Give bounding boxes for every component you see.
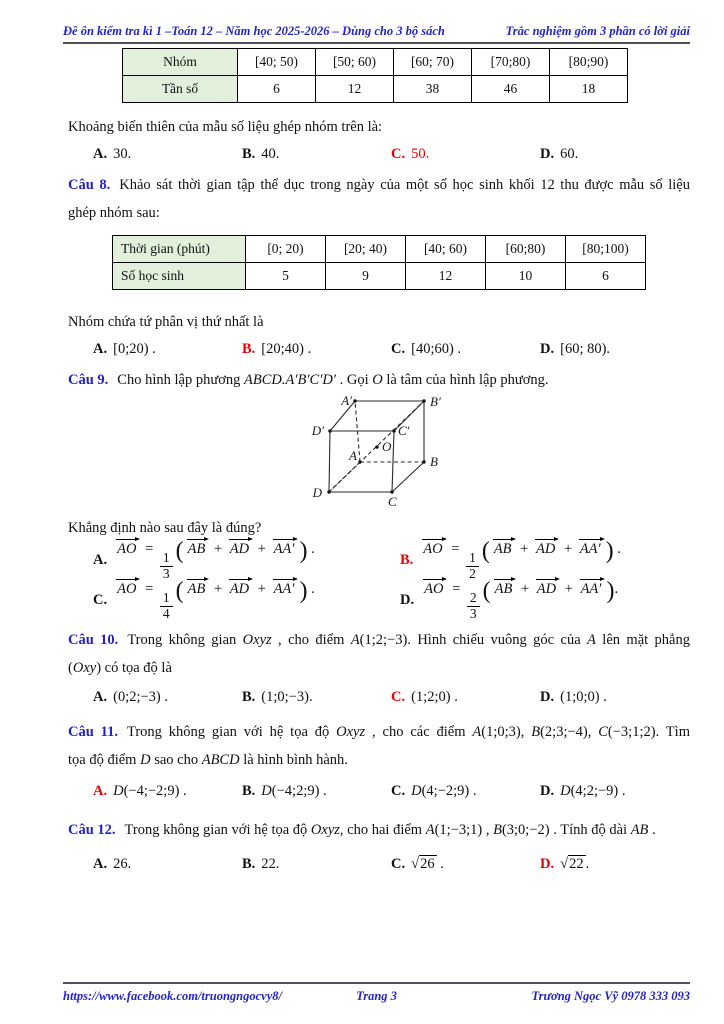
vector-notation: AB [493,578,516,598]
option-letter: D. [540,688,555,705]
table-cell: 46 [472,76,550,103]
question-text-line: Câu 11. Trong không gian với hệ tọa độ Oxyz , cho các điểm A(1;0;3), B(2;3;−4), C(−3;1;2). Tìm [68,724,690,740]
edge-C-Cp [392,431,394,492]
table-row [123,76,628,103]
table-cell: [70;80) [472,49,550,76]
question-text-line: Câu 10. Trong không gian Oxyz , cho điểm A(1;2;−3). Hình chiếu vuông góc của A lên mặt phẳng [68,632,690,648]
question-text-line: Câu 12. Trong không gian với hệ tọa độ Oxyz, cho hai điểm A(1;−3;1) , B(3;0;−2) . Tính độ dài AB . [68,822,656,838]
table-cell: [40; 50) [238,49,316,76]
frequency-table-q8 [112,235,646,290]
table-cell: [80;90) [550,49,628,76]
answer-option [242,686,391,708]
option-letter: C. [391,145,406,162]
math-symbol: Oxyz [336,724,366,740]
answer-option [540,338,689,360]
option-letter: B. [242,855,256,872]
vector-notation: AD [228,578,252,598]
vertex-label-Dp: D′ [311,423,324,438]
vertex-dot [422,399,425,402]
answer-option [242,143,391,165]
q9-options [93,540,724,620]
table-row [113,263,646,290]
table-row-header: Thời gian (phút) [113,236,246,263]
table-row [113,236,646,263]
option-letter: A. [93,145,108,162]
vector-notation: AO [115,538,139,558]
frequency-table-q7 [122,48,628,103]
math-symbol: A [350,632,360,648]
question-number: Câu 8. [68,177,111,193]
q10-text [68,626,690,682]
vertex-dot [358,460,361,463]
answer-option [93,686,242,708]
table-cell: 9 [326,263,406,290]
answer-option [540,686,689,708]
math-symbol: B [493,822,502,838]
page-header [63,24,690,44]
table-cell: [50; 60) [316,49,394,76]
q12-text [68,816,690,844]
big-paren: ( [482,578,491,605]
option-value: D(4;2;−9) . [560,782,626,799]
vector-notation: AB [186,578,209,598]
option-value: AO = $\frac{1}{4}$ ( AB + AD + AA′ ) . [117,578,315,621]
q11-text [68,718,690,774]
vector-notation: AO [421,538,445,558]
answer-option [391,338,540,360]
option-value: [0;20) . [113,340,156,357]
option-letter: D. [540,782,555,799]
option-value: AO = $\frac{2}{3}$ ( AB + AD + AA′ ). [424,578,619,621]
answer-option [540,780,689,802]
center-label-O: O [382,439,392,454]
option-letter: C. [93,591,108,608]
table-cell: 12 [316,76,394,103]
footer-author-contact: Trương Ngọc Vỹ 0978 333 093 [531,989,690,1003]
option-value: 60. [560,145,579,162]
vertex-dot [327,490,330,493]
table-cell: 10 [486,263,566,290]
vertex-label-D: D [312,485,322,500]
math-symbol: A [425,822,435,838]
math-symbol: B [531,724,541,740]
center-dot [375,445,378,448]
option-letter: C. [391,688,406,705]
math-symbol: D [261,782,272,799]
table-cell: 18 [550,76,628,103]
table-row-header: Tần số [123,76,238,103]
table-row-header: Nhóm [123,49,238,76]
table-cell: [60;80) [486,236,566,263]
answer-option [400,580,707,620]
vector-notation: AD [535,578,559,598]
fraction: $\frac{1}{2}$ [466,551,479,582]
vector-notation: AB [492,538,515,558]
answer-option [93,143,242,165]
option-value: [60; 80). [560,340,611,357]
option-letter: D. [540,855,555,872]
table-cell: 6 [566,263,646,290]
table-cell: 6 [238,76,316,103]
answer-option [93,853,242,875]
math-symbol: A [472,724,482,740]
option-letter: B. [242,782,256,799]
option-letter: B. [242,340,256,357]
answer-option [93,338,242,360]
option-value: 26. [113,855,132,872]
option-value: 50. [411,145,430,162]
option-value: D(−4;−2;9) . [113,782,187,799]
big-paren: ) [605,538,614,565]
table-cell: [80;100) [566,236,646,263]
answer-option [391,780,540,802]
edge-C-B [392,462,424,492]
math-symbol: A [587,632,596,648]
big-paren: ) [606,578,615,605]
option-letter: A. [93,340,108,357]
option-letter: A. [93,551,108,568]
q9-text [68,366,690,394]
vector-notation: AO [422,578,446,598]
vertex-dot [422,460,425,463]
square-root: √22 [560,855,584,872]
option-letter: A. [93,782,108,799]
math-symbol: D [140,752,151,768]
table-cell: 38 [394,76,472,103]
square-root: √26 [411,855,435,872]
option-letter: D. [540,340,555,357]
option-letter: C. [391,782,406,799]
page-footer [63,982,690,1004]
table-row [123,49,628,76]
option-value: [20;40) . [261,340,312,357]
table-cell: 5 [246,263,326,290]
table-cell: 12 [406,263,486,290]
fraction: $\frac{1}{4}$ [160,591,173,622]
math-symbol: Oxyz [242,632,272,648]
footer-page-number: Trang 3 [356,989,397,1003]
answer-option [93,780,242,802]
answer-option [93,580,400,620]
vector-notation: AD [534,538,558,558]
answer-option [540,143,689,165]
vector-notation: AA′ [272,578,298,598]
big-paren: ) [299,538,308,565]
big-paren: ( [175,538,184,565]
vertex-label-Ap: A′ [341,394,352,408]
fraction: $\frac{2}{3}$ [467,591,480,622]
option-value: (0;2;−3) . [113,688,169,705]
footer-facebook-link[interactable]: https://www.facebook.com/truongngocvy8/ [63,989,282,1003]
math-symbol: AB [630,822,649,838]
option-letter: B. [242,145,256,162]
option-letter: A. [93,855,108,872]
option-letter: D. [400,591,415,608]
answer-option [391,143,540,165]
math-symbol: Oxyz [310,822,340,838]
answer-option [242,853,391,875]
question-text-line: Câu 9. Cho hình lập phương ABCD.A′B′C′D′ . Gọi O là tâm của hình lập phương. [68,372,549,388]
q7-options [93,143,724,165]
edge-D-Dp [329,431,330,492]
math-symbol: D [113,782,124,799]
q12-options [93,853,724,875]
question-text-line: ghép nhóm sau: [68,205,160,221]
fraction: $\frac{1}{3}$ [160,551,173,582]
vertex-dot [392,429,395,432]
vertex-label-B: B [430,454,438,469]
answer-option [93,540,400,580]
option-value: (1;2;0) . [411,688,458,705]
vector-notation: AB [186,538,209,558]
option-letter: B. [242,688,256,705]
q7-prompt: Khoảng biến thiên của mẫu số liệu ghép nhóm trên là: [68,119,383,135]
q11-options [93,780,724,802]
answer-option [540,853,689,875]
table-cell: [0; 20) [246,236,326,263]
q8-text [68,171,690,227]
option-letter: B. [400,551,414,568]
math-symbol: D [411,782,422,799]
answer-option [242,338,391,360]
math-symbol: O [372,372,383,388]
option-value: (1;0;−3). [261,688,313,705]
option-value: √26 . [411,855,444,872]
vector-notation: AA′ [579,578,605,598]
cube-figure [280,394,480,514]
option-letter: C. [391,340,406,357]
answer-option [391,853,540,875]
vector-notation: AA′ [578,538,604,558]
question-text-line: tọa độ điểm D sao cho ABCD là hình bình hành. [68,752,348,768]
vertex-label-Cp: C′ [398,423,410,438]
option-letter: A. [93,688,108,705]
page-content [0,46,724,875]
table-cell: [20; 40) [326,236,406,263]
q10-options [93,686,724,708]
table-cell: [40; 60) [406,236,486,263]
question-number: Câu 11. [68,724,118,740]
answer-option [242,780,391,802]
vertex-dot [353,399,356,402]
cube-figure-wrap [280,394,724,514]
math-symbol: D [560,782,571,799]
math-symbol: C [598,724,608,740]
option-value: D(4;−2;9) . [411,782,477,799]
option-value: 30. [113,145,132,162]
math-symbol: ABCD.A′B′C′D′ [244,372,337,388]
option-letter: C. [391,855,406,872]
big-paren: ( [481,538,490,565]
question-number: Câu 9. [68,372,109,388]
option-value: 22. [261,855,280,872]
option-value: 40. [261,145,280,162]
option-value: D(−4;2;9) . [261,782,327,799]
option-letter: D. [540,145,555,162]
q8-options [93,338,724,360]
answer-option [391,686,540,708]
math-symbol: Oxy [72,660,97,676]
vector-notation: AD [228,538,252,558]
option-value: √22 . [560,855,590,872]
vertex-dot [328,429,331,432]
big-paren: ( [175,578,184,605]
vertex-label-C: C [388,494,397,509]
math-symbol: ABCD [201,752,240,768]
vertex-label-A: A [349,448,357,463]
question-text-line: Câu 8. Khảo sát thời gian tập thể dục trong ngày của một số học sinh khối 12 thu được mẫu số liệu [68,177,690,193]
header-right-title: Trắc nghiệm gồm 3 phần có lời giải [505,24,690,38]
option-value: AO = $\frac{1}{3}$ ( AB + AD + AA′ ) . [117,538,315,581]
big-paren: ) [299,578,308,605]
vector-notation: AA′ [272,538,298,558]
q9-prompt: Khẳng định nào sau đây là đúng? [68,520,262,536]
question-number: Câu 12. [68,822,116,838]
answer-option [400,540,707,580]
option-value: AO = $\frac{1}{2}$ ( AB + AD + AA′ ) . [423,538,621,581]
header-left-title: Đề ôn kiểm tra kì 1 –Toán 12 – Năm học 2025-2026 – Dùng cho 3 bộ sách [63,24,445,38]
question-text-line: (Oxy) có tọa độ là [68,660,172,676]
q8-subprompt: Nhóm chứa tứ phân vị thứ nhất là [68,314,264,330]
table-cell: [60; 70) [394,49,472,76]
option-value: (1;0;0) . [560,688,607,705]
option-value: [40;60) . [411,340,462,357]
table-row-header: Số học sinh [113,263,246,290]
question-number: Câu 10. [68,632,119,648]
vertex-label-Bp: B′ [430,394,441,409]
vector-notation: AO [115,578,139,598]
